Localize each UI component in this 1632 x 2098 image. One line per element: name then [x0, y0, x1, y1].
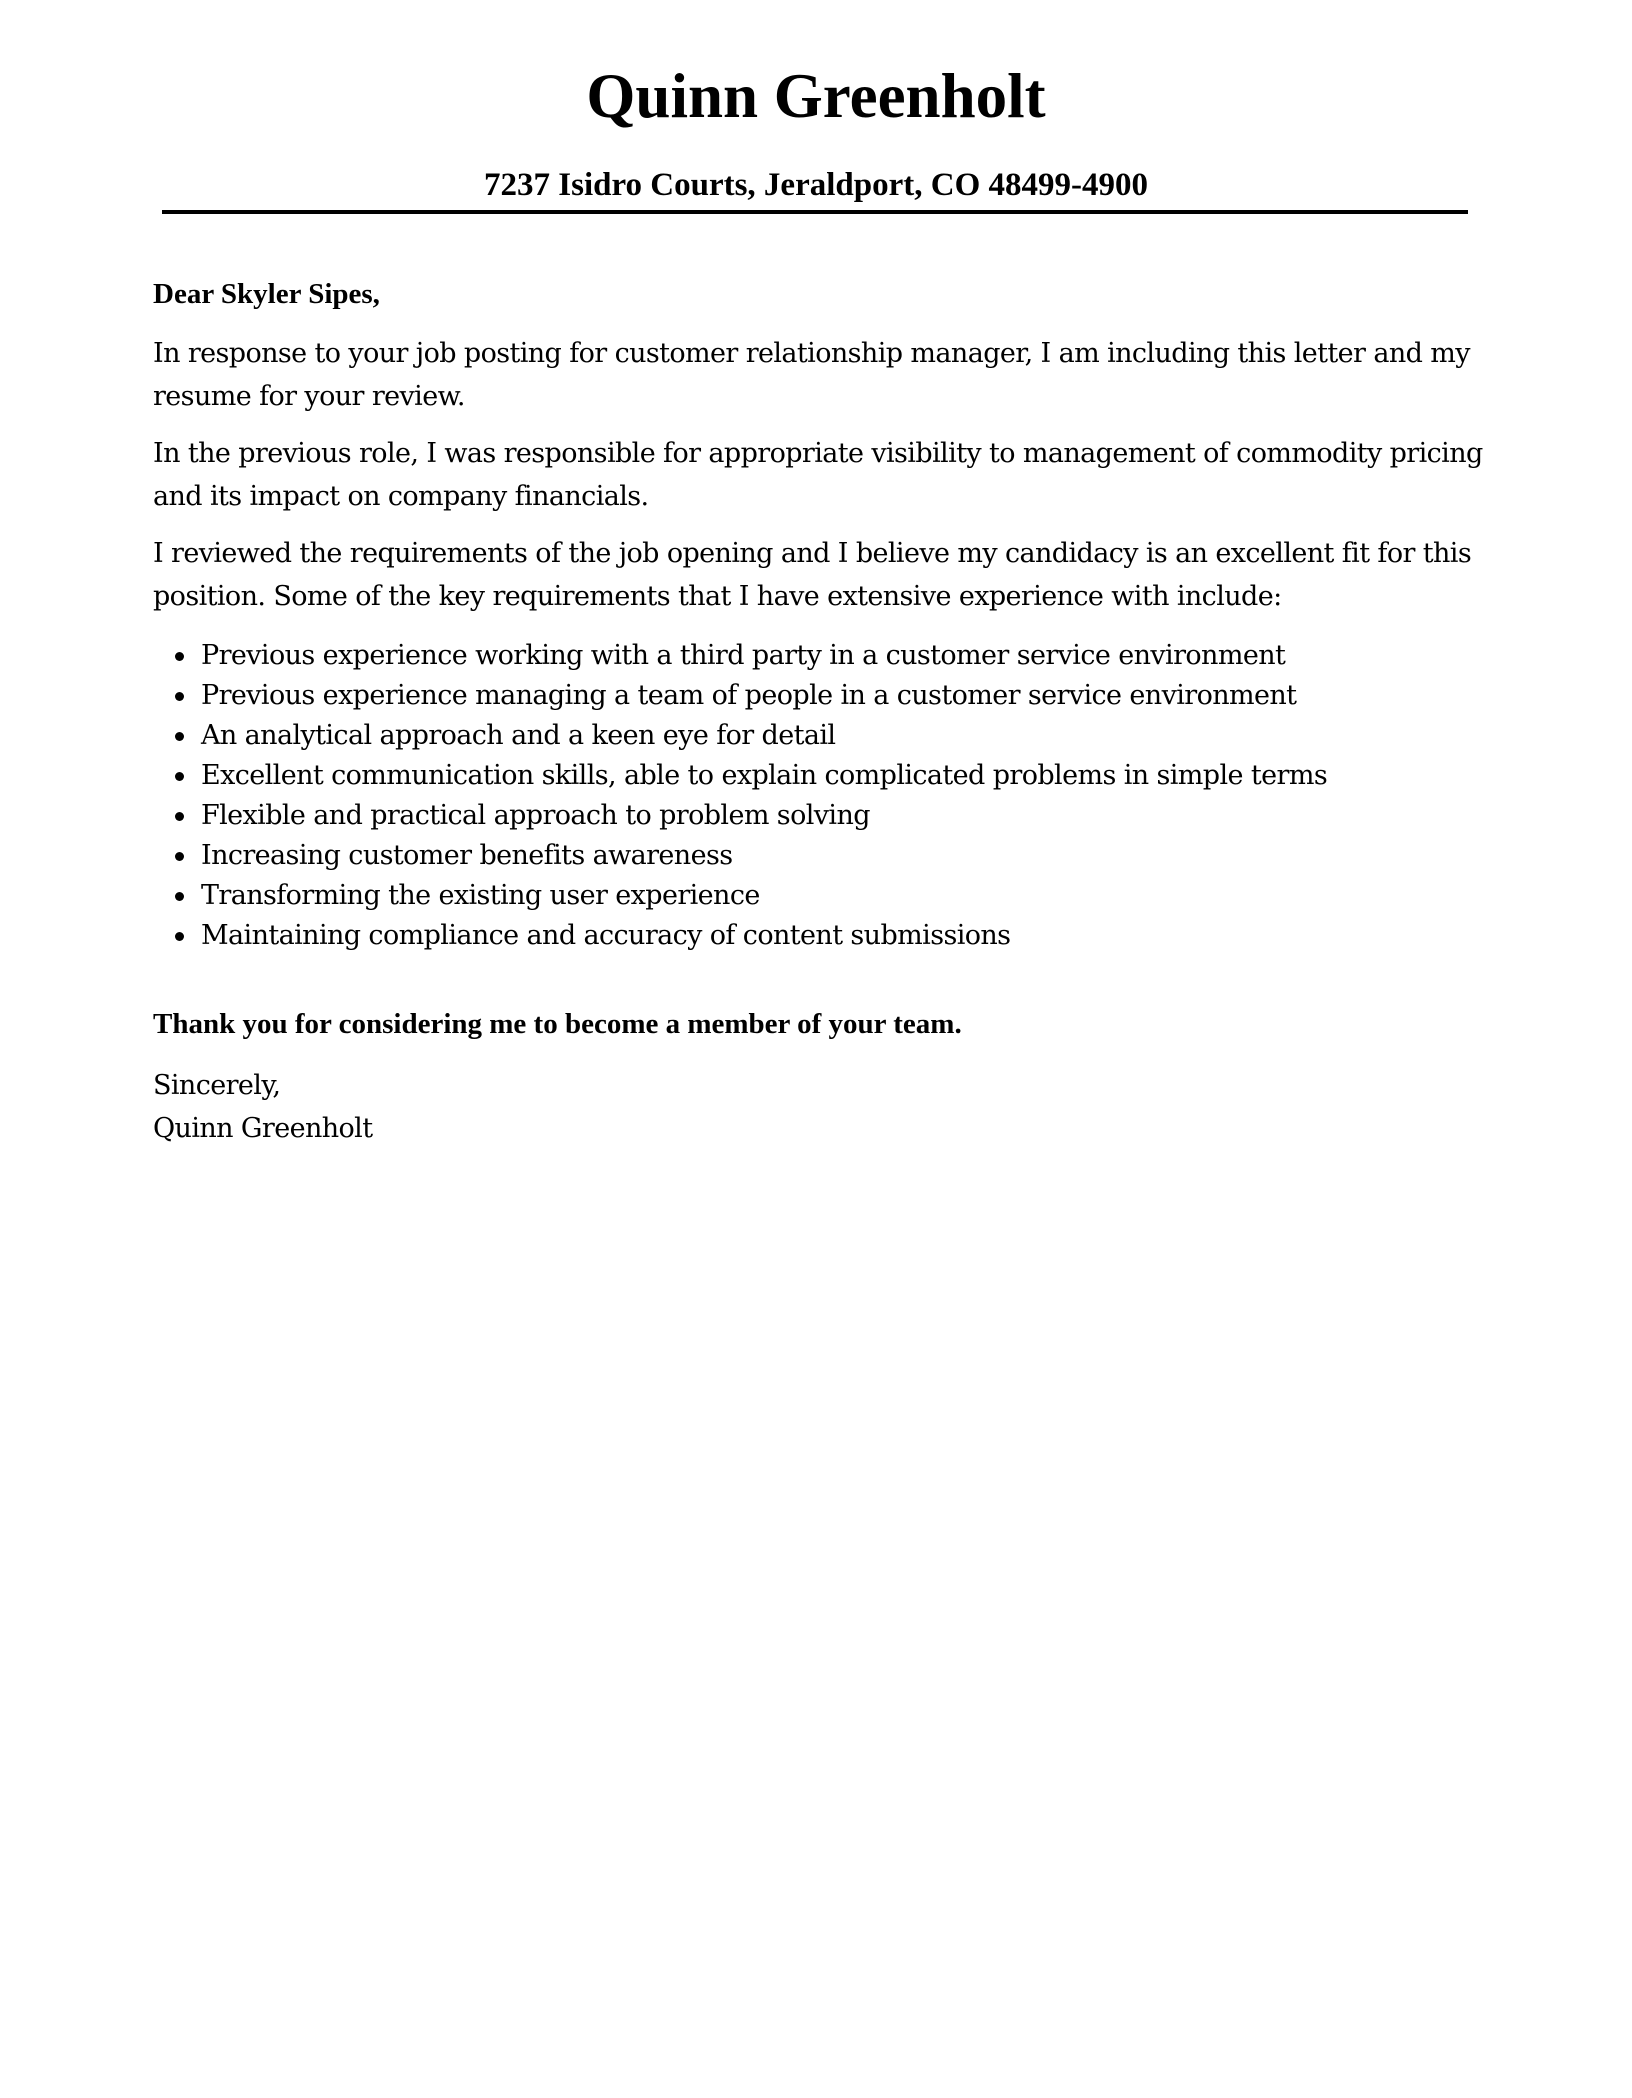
paragraph-requirements-intro: I reviewed the requirements of the job opening and I believe my candidacy is an excellent fit for this position. Some of the key requirements that I have extensive experience with include: [153, 538, 1472, 612]
bullet-icon [175, 932, 184, 941]
list-item [153, 756, 1483, 796]
bullet-icon [175, 812, 184, 821]
list-item [153, 876, 1483, 916]
bullet-icon [175, 732, 184, 741]
list-item [153, 676, 1483, 716]
list-item [153, 796, 1483, 836]
list-item [153, 836, 1483, 876]
bullet-icon [175, 852, 184, 861]
list-item [153, 716, 1483, 756]
bullet-icon [175, 892, 184, 901]
salutation: Dear Skyler Sipes, [153, 278, 380, 310]
bullet-icon [175, 652, 184, 661]
list-item [153, 916, 1483, 956]
list-item-text: Previous experience managing a team of people in a customer service environment [201, 680, 1297, 711]
signoff-block [153, 1064, 1483, 1150]
closing-line: Thank you for considering me to become a member of your team. [153, 1008, 962, 1040]
list-item-text: Increasing customer benefits awareness [201, 840, 733, 871]
sender-name: Quinn Greenholt [586, 61, 1046, 131]
signature: Quinn Greenholt [153, 1113, 373, 1144]
letter-body [153, 270, 1483, 1150]
paragraph-previous-role: In the previous role, I was responsible for appropriate visibility to management of commodity pricing and its impact on company financials. [153, 438, 1483, 512]
signoff: Sincerely, [153, 1070, 281, 1101]
list-item-text: Maintaining compliance and accuracy of content submissions [201, 920, 1011, 951]
paragraph-intro: In response to your job posting for customer relationship manager, I am including this letter and my resume for your review. [153, 338, 1470, 412]
header-divider [162, 210, 1468, 214]
requirements-list [153, 636, 1483, 956]
list-item-text: Excellent communication skills, able to explain complicated problems in simple terms [201, 760, 1328, 791]
bullet-icon [175, 772, 184, 781]
list-item-text: An analytical approach and a keen eye for detail [201, 720, 836, 751]
list-item-text: Previous experience working with a third party in a customer service environment [201, 640, 1286, 671]
list-item-text: Flexible and practical approach to problem solving [201, 800, 870, 831]
list-item [153, 636, 1483, 676]
list-item-text: Transforming the existing user experience [201, 880, 760, 911]
sender-address: 7237 Isidro Courts, Jeraldport, CO 48499-4900 [484, 167, 1148, 203]
bullet-icon [175, 692, 184, 701]
